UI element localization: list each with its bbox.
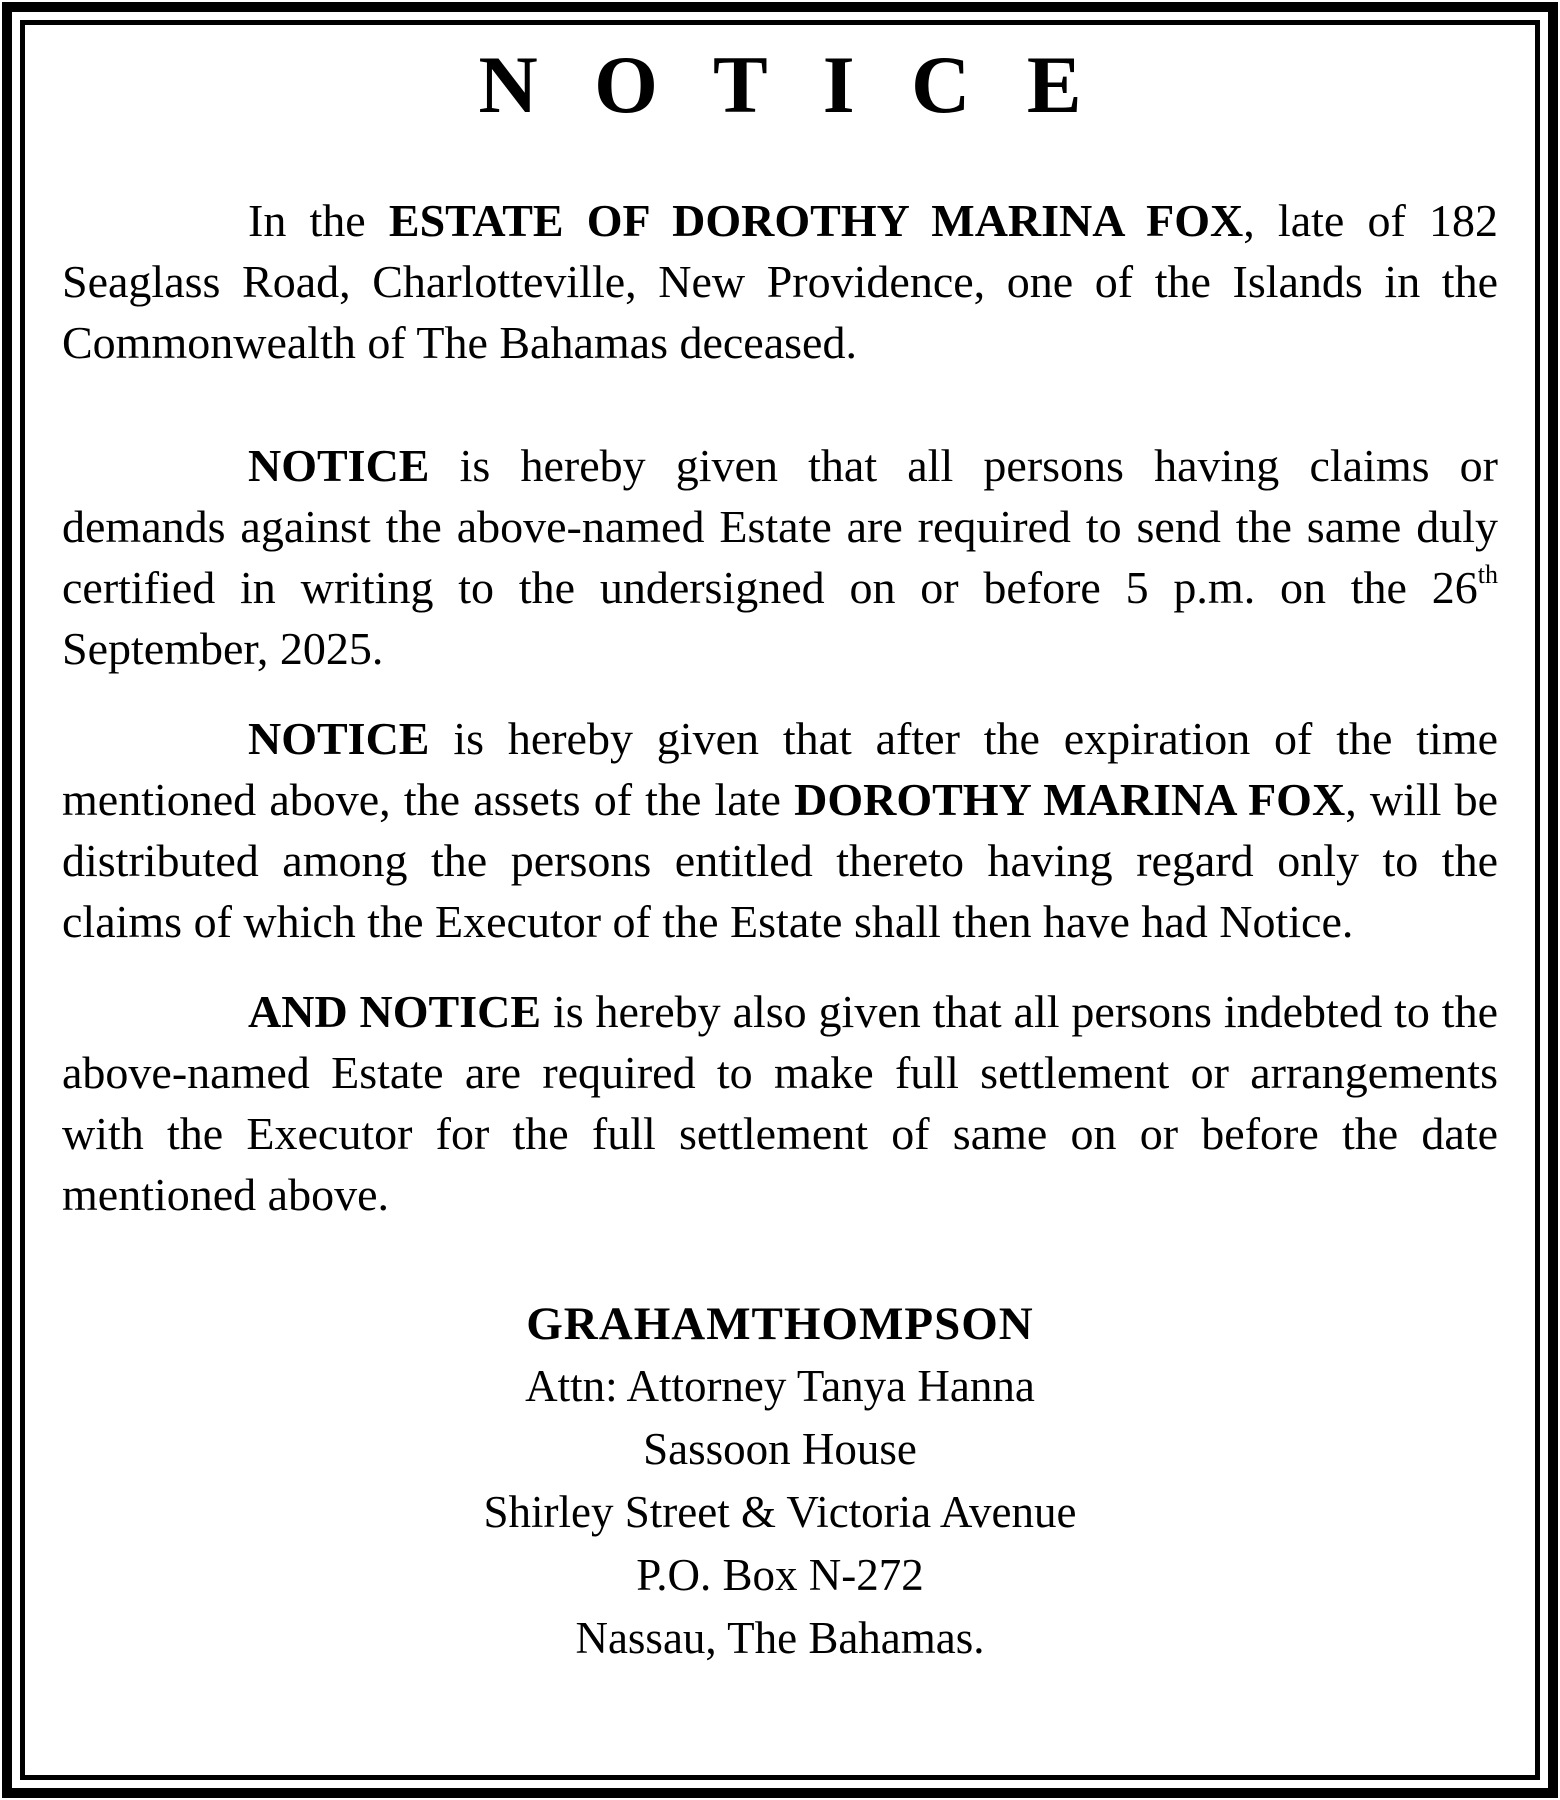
indebted-notice-label: AND NOTICE [248, 986, 542, 1037]
city-line: Nassau, The Bahamas. [575, 1613, 985, 1663]
deceased-name: DOROTHY MARINA FOX [794, 774, 1346, 825]
pobox-line: P.O. Box N-272 [636, 1550, 924, 1600]
street-line: Shirley Street & Victoria Avenue [483, 1487, 1077, 1537]
estate-paragraph [62, 190, 1498, 373]
estate-intro: In the [248, 195, 389, 246]
distribution-text-2: , will be distributed among the persons entitled thereto having regard only to the claims of which the Executor of the Estate shall then have had Notice. [62, 774, 1499, 947]
claims-notice-label: NOTICE [248, 440, 430, 491]
notice-title: N O T I C E [478, 39, 1100, 130]
distribution-text-1: is hereby given that after the expiration of the time mentioned above, the assets of the late [62, 713, 1498, 825]
building-line: Sassoon House [643, 1424, 917, 1474]
date-ordinal: th [1477, 560, 1498, 589]
distribution-notice-label: NOTICE [248, 713, 430, 764]
signature-block [62, 1293, 1498, 1670]
firm-name: GRAHAMTHOMPSON [526, 1298, 1034, 1350]
claims-deadline: September, 2025. [62, 623, 384, 674]
attention-line: Attn: Attorney Tanya Hanna [525, 1361, 1035, 1411]
notice-content [62, 30, 1498, 1670]
indebted-paragraph [62, 981, 1498, 1225]
estate-details: , late of 182 Seaglass Road, Charlotteville, New Providence, one of the Islands in the Commonwealth of The Bahamas deceased. [62, 195, 1498, 368]
claims-paragraph [62, 435, 1498, 679]
indebted-text: is hereby also given that all persons indebted to the above-named Estate are required to make full settlement or arrangements with the Executor for the full settlement of same on or before the date mentioned above. [62, 986, 1498, 1220]
claims-text: is hereby given that all persons having claims or demands against the above-named Estate are required to send the same duly certified in writing to the undersigned on or before 5 p.m. on the 26 [62, 440, 1498, 613]
estate-name: ESTATE OF DOROTHY MARINA FOX [388, 195, 1244, 246]
distribution-paragraph [62, 708, 1498, 952]
